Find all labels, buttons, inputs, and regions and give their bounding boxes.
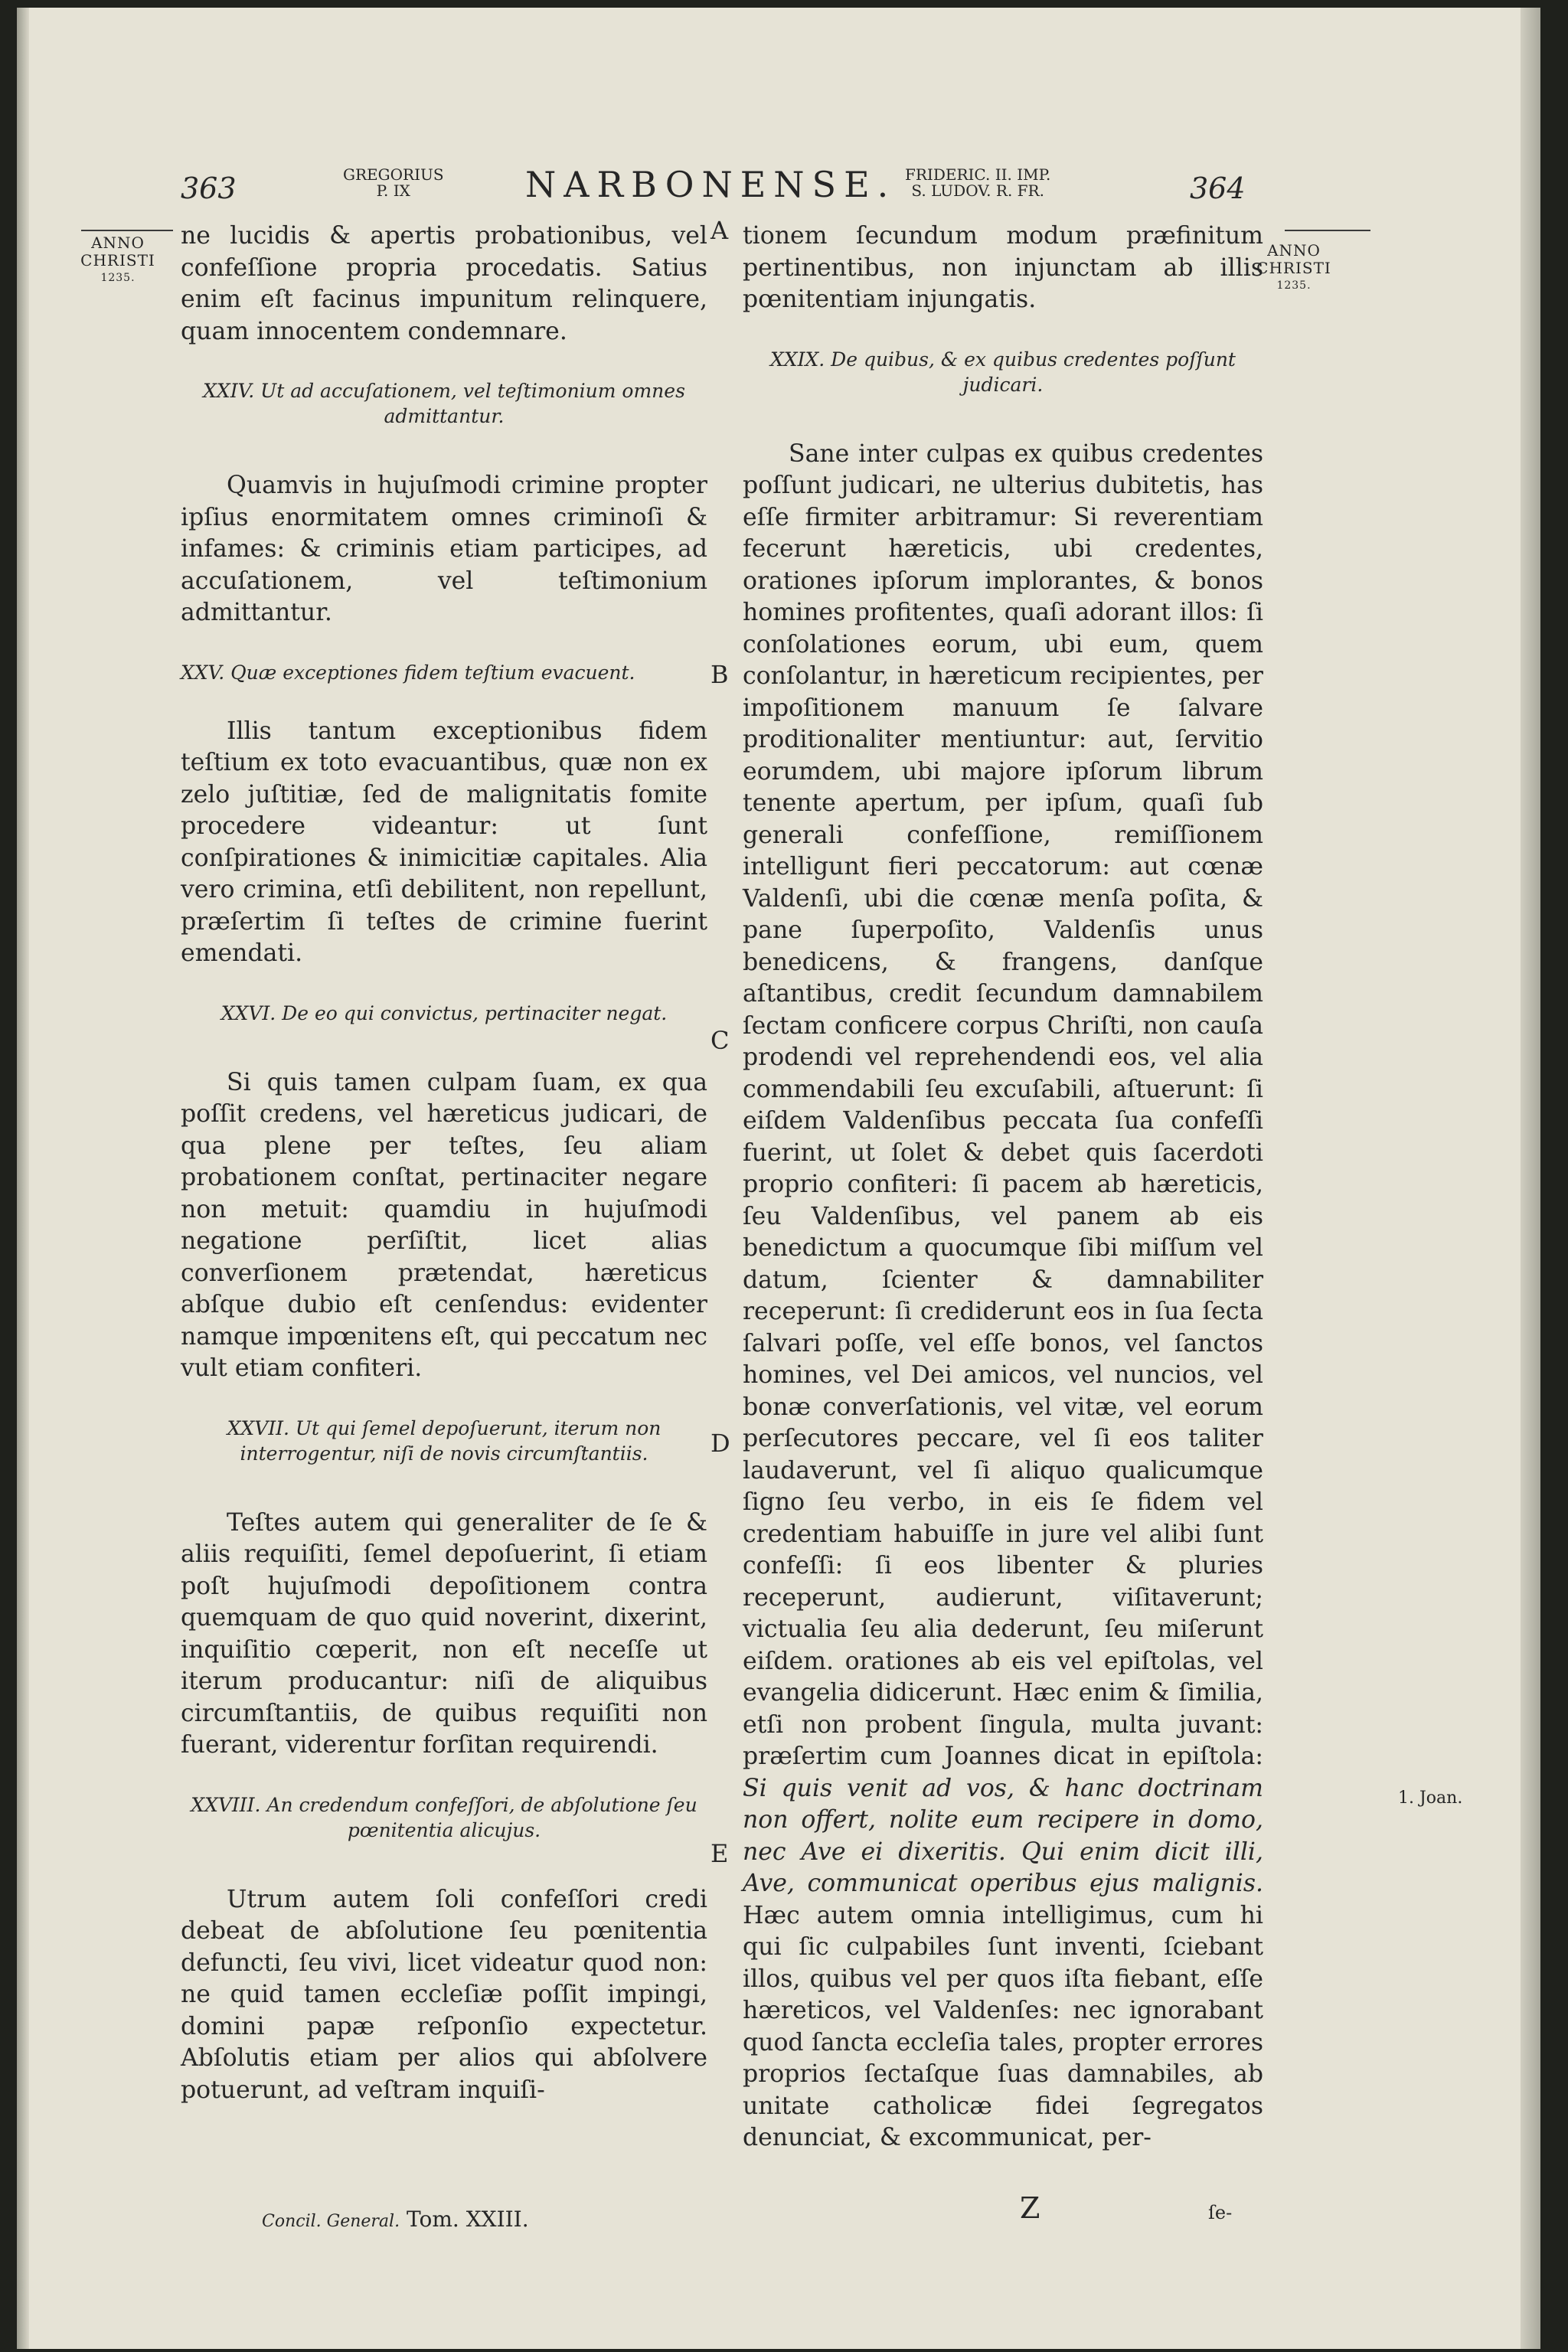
section-letter-c: C	[710, 1026, 730, 1055]
chapter-heading-28: XXVIII. An credendum confeſſori, de abſolutione ſeu pœnitentia alicujus.	[191, 1793, 697, 1841]
paragraph-text: Hæc autem omnia intelligimus, cum hi qui ſic culpabiles ſunt inventi, ſciebant illos, quibus vel per quos iſta fiebant, eſſe hæreticos, vel Valdenſes: nec ignorabant quod ſancta eccleſia tales, propter errores proprios ſectaſque ſuas damnabiles, ab unitate catholicæ fidei ſegregatos denunciat, & excommunicat, per-	[743, 1901, 1263, 2151]
signature-mark: Z	[1020, 2191, 1040, 2225]
collection-title: Concil. General.	[262, 2212, 400, 2231]
left-running-head	[343, 167, 444, 199]
scripture-quote: Si quis venit ad vos, & hanc doctrinam non offert, nolite eum recipere in domo, nec Ave ei dixeritis. Qui enim dicit illi, Ave, communicat operibus ejus malignis.	[743, 1774, 1263, 1897]
chapter-heading-26: XXVI. De eo qui convictus, pertinaciter negat.	[220, 1001, 668, 1024]
anno-word: ANNO	[91, 234, 145, 252]
margin-rule	[1285, 230, 1370, 231]
paragraph: Si quis tamen culpam ſuam, ex qua poſſit credens, vel hæreticus judicari, de qua plene per teſtes, ſeu aliam probationem conſtat, pertinaciter negare non metuit: quamdiu in hujuſmodi negatione perſiſtit, licet alias converſionem prætendat, hæreticus abſque dubio eſt cenſendus: evidenter namque impœnitens eſt, qui peccatum nec vult etiam confiteri.	[181, 1068, 707, 1382]
running-head-line: FRIDERIC. II. IMP.	[905, 165, 1051, 184]
paragraph-text: Sane inter culpas ex quibus credentes poſſunt judicari, ne ulterius dubitetis, has eſſe firmiter arbitramur: Si reverentiam fecerunt hæreticis, ubi credentes, orationes ipſorum implorantes, & bonos homines profitentes, quaſi adorant illos: ſi conſolationes eorum, ubi eum, quem conſolantur, in hæreticum recipientes, per impoſitionem manuum ſe ſalvare proditionaliter mentiuntur: aut, ſervitio eorumdem, ubi majore ipſorum librum tenente apertum, per ipſum, quaſi ſub generali confeſſione, remiſſionem intelligunt fieri peccatorum: aut cœnæ Valdenſi, ubi die cœnæ menſa poſita, & pane ſuperpoſito, Valdenſis unus benedicens, & frangens, danſque aſtantibus, credit ſecundum damnabilem ſectam conficere corpus Chriſti, non cauſa prodendi vel reprehendendi eos, vel alia commendabili ſeu excuſabili, aſtuerunt: ſi eiſdem Valdenſibus peccata ſua confeſſi fuerint, ut ſolet & debet quis ſacerdoti proprio confiteri: ſi pacem ab hæreticis, ſeu Valdenſibus, vel panem ab eis benedictum a quocumque ſibi miſſum vel datum, ſcienter & damnabiliter receperunt: ſi crediderunt eos in ſua ſecta ſalvari poſſe, vel eſſe bonos, vel ſanctos homines, vel Dei amicos, vel nuncios, vel bonæ converſationis, vel vitæ, vel eorum perſecutores peccare, vel ſi eos taliter laudaverunt, vel ſi aliquo qualicumque ſigno ſeu verbo, in eis ſe fidem vel credentiam habuiſſe in jure vel alibi ſunt confeſſi: ſi eos libenter & pluries receperunt, audierunt, viſitaverunt; victualia ſeu alia dederunt, ſeu miſerunt eiſdem. orationes ab eis vel epiſtolas, vel evangelia didicerunt. Hæc enim & ſimilia, etſi non probent ſingula, multa juvant: præſertim cum Joannes dicat in epiſtola:	[743, 439, 1263, 1770]
anno-year: 1235.	[100, 272, 136, 284]
right-page-edge	[1521, 8, 1540, 2349]
section-letter-e: E	[710, 1839, 729, 1868]
anno-word: ANNO	[1267, 241, 1321, 260]
right-column	[743, 220, 1263, 2154]
anno-word: CHRISTI	[1256, 259, 1331, 277]
running-head-line: S. LUDOV. R. FR.	[911, 181, 1044, 200]
page-title: NARBONENSE.	[525, 164, 897, 205]
tome-number: Tom. XXIII.	[406, 2207, 529, 2232]
left-column	[181, 220, 707, 2106]
anno-word: CHRISTI	[80, 251, 155, 270]
section-letter-b: B	[710, 660, 729, 689]
margin-rule	[81, 230, 173, 231]
paragraph: Quamvis in hujuſmodi crimine propter ipſius enormitatem omnes criminoſi & infames: & criminis etiam participes, ad accuſationem, vel teſtimonium admittantur.	[181, 472, 707, 626]
paragraph: ne lucidis & apertis probationibus, vel confeſſione propria procedatis. Satius enim eſt facinus impunitum relinquere, quam innocentem condemnare.	[181, 222, 707, 345]
left-page-edge	[17, 8, 29, 2349]
paragraph	[743, 439, 1263, 2154]
paragraph: Illis tantum exceptionibus fidem teſtium ex toto evacuantibus, quæ non ex zelo juſtitiæ, ſed de malignitatis fomite procedere videantur: ut ſunt conſpirationes & inimicitiæ capitales. Alia vero crimina, etſi debilitent, non repellunt, præſertim ſi teſtes de crimine fuerint emendati.	[181, 717, 707, 967]
right-running-head	[905, 167, 1050, 199]
footer-collection-ref	[262, 2207, 529, 2232]
section-letter-a: A	[710, 216, 729, 245]
margin-anno-left	[72, 234, 164, 287]
anno-year: 1235.	[1276, 279, 1312, 292]
margin-note-joan: 1. Joan.	[1398, 1788, 1463, 1808]
right-page-number: 364	[1190, 172, 1246, 205]
paragraph: Teſtes autem qui generaliter de ſe & aliis requiſiti, ſemel depoſuerint, ſi etiam poſt hujuſmodi depoſitionem contra quemquam de quo quid noverint, dixerint, inquiſitio cœperit, non eſt neceſſe ut iterum producantur: niſi de aliquibus circumſtantiis, de quibus requiſiti non fuerant, viderentur forſitan requirendi.	[181, 1508, 707, 1759]
chapter-heading-27: XXVII. Ut qui ſemel depoſuerunt, iterum non interrogentur, niſi de novis circumſtantiis.	[227, 1416, 662, 1465]
paragraph: Utrum autem ſoli confeſſori credi debeat de abſolutione ſeu pœnitentia defuncti, ſeu vivi, licet videatur quod non: ne quid tamen eccleſiæ poſſit impingi, domini papæ reſponſio expectetur. Abſolutis etiam per alios qui abſolvere potuerunt, ad veſtram inquiſi-	[181, 1885, 707, 2104]
chapter-heading-25: XXV. Quæ exceptiones fidem teſtium evacuent.	[181, 661, 635, 684]
catchword: ſe-	[1208, 2202, 1233, 2223]
book-page	[17, 8, 1540, 2349]
running-head-line: P. IX	[376, 181, 410, 200]
chapter-heading-24: XXIV. Ut ad accuſationem, vel teſtimonium omnes admittantur.	[203, 380, 685, 427]
chapter-heading-29: XXIX. De quibus, & ex quibus credentes poſſunt judicari.	[770, 348, 1236, 396]
paragraph: tionem ſecundum modum præfinitum pertinentibus, non injunctam ab illis pœnitentiam injungatis.	[743, 222, 1263, 313]
running-head-line: GREGORIUS	[343, 165, 444, 184]
section-letter-d: D	[710, 1429, 730, 1458]
left-page-number: 363	[181, 172, 237, 205]
